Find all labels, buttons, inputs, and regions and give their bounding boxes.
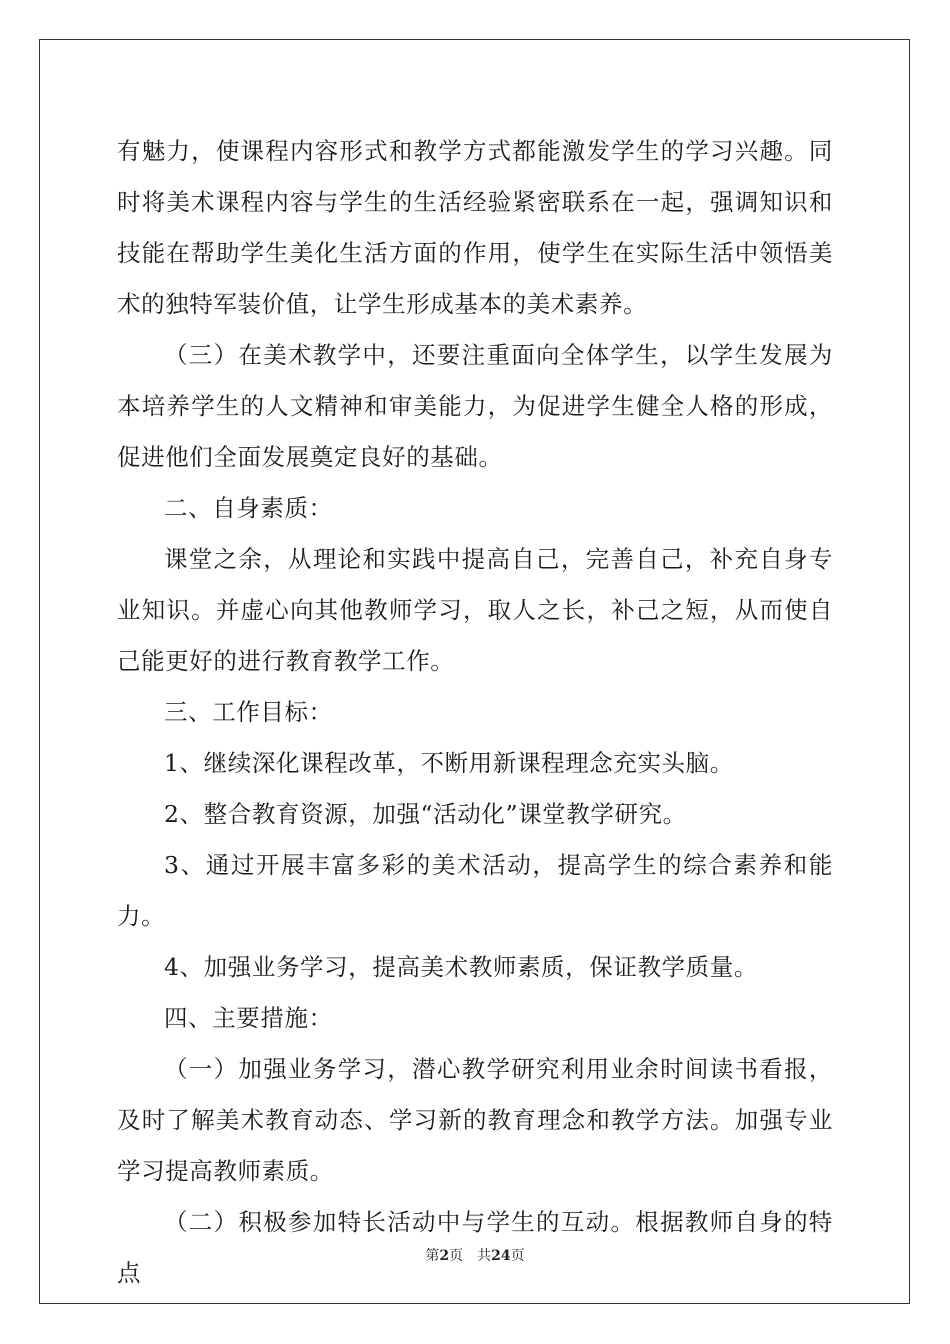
footer-total-suffix: 页 — [510, 1248, 525, 1264]
measure-item-1: （一）加强业务学习，潜心教学研究利用业余时间读书看报，及时了解美术教育动态、学习新的教育理念和教学方法。加强专业学习提高教师素质。 — [117, 1055, 833, 1185]
footer-page-prefix: 第 — [425, 1248, 440, 1264]
section-heading-4: 四、主要措施： — [164, 1004, 333, 1032]
goal-item-4: 4、加强业务学习，提高美术教师素质，保证教学质量。 — [164, 953, 758, 981]
section-heading-2: 二、自身素质： — [164, 494, 333, 522]
paragraph-1: 有魅力，使课程内容形式和教学方式都能激发学生的学习兴趣。同时将美术课程内容与学生的生活经验紧密联系在一起，强调知识和技能在帮助学生美化生活方面的作用，使学生在实际生活中领悟美术的独特军装价值，让学生形成基本的美术素养。 — [117, 137, 833, 318]
footer-total-prefix: 共 — [477, 1248, 492, 1264]
footer-page-number: 2 — [439, 1248, 450, 1264]
section-heading-3: 三、工作目标： — [164, 698, 333, 726]
page-footer — [0, 1247, 950, 1265]
measure-item-2: （二）积极参加特长活动中与学生的互动。根据教师自身的特点 — [117, 1208, 833, 1287]
paragraph-2: （三）在美术教学中，还要注重面向全体学生，以学生发展为本培养学生的人文精神和审美能力，为促进学生健全人格的形成，促进他们全面发展奠定良好的基础。 — [117, 341, 833, 471]
paragraph-3: 课堂之余，从理论和实践中提高自己，完善自己，补充自身专业知识。并虚心向其他教师学习，取人之长，补己之短，从而使自己能更好的进行教育教学工作。 — [117, 545, 833, 675]
goal-item-3: 3、通过开展丰富多彩的美术活动，提高学生的综合素养和能力。 — [117, 851, 833, 930]
document-body — [117, 126, 833, 1299]
goal-item-1: 1、继续深化课程改革，不断用新课程理念充实头脑。 — [164, 749, 734, 777]
footer-total-pages: 24 — [491, 1248, 511, 1264]
goal-item-2: 2、整合教育资源，加强“活动化”课堂教学研究。 — [164, 800, 687, 828]
footer-page-suffix: 页 — [449, 1248, 464, 1264]
